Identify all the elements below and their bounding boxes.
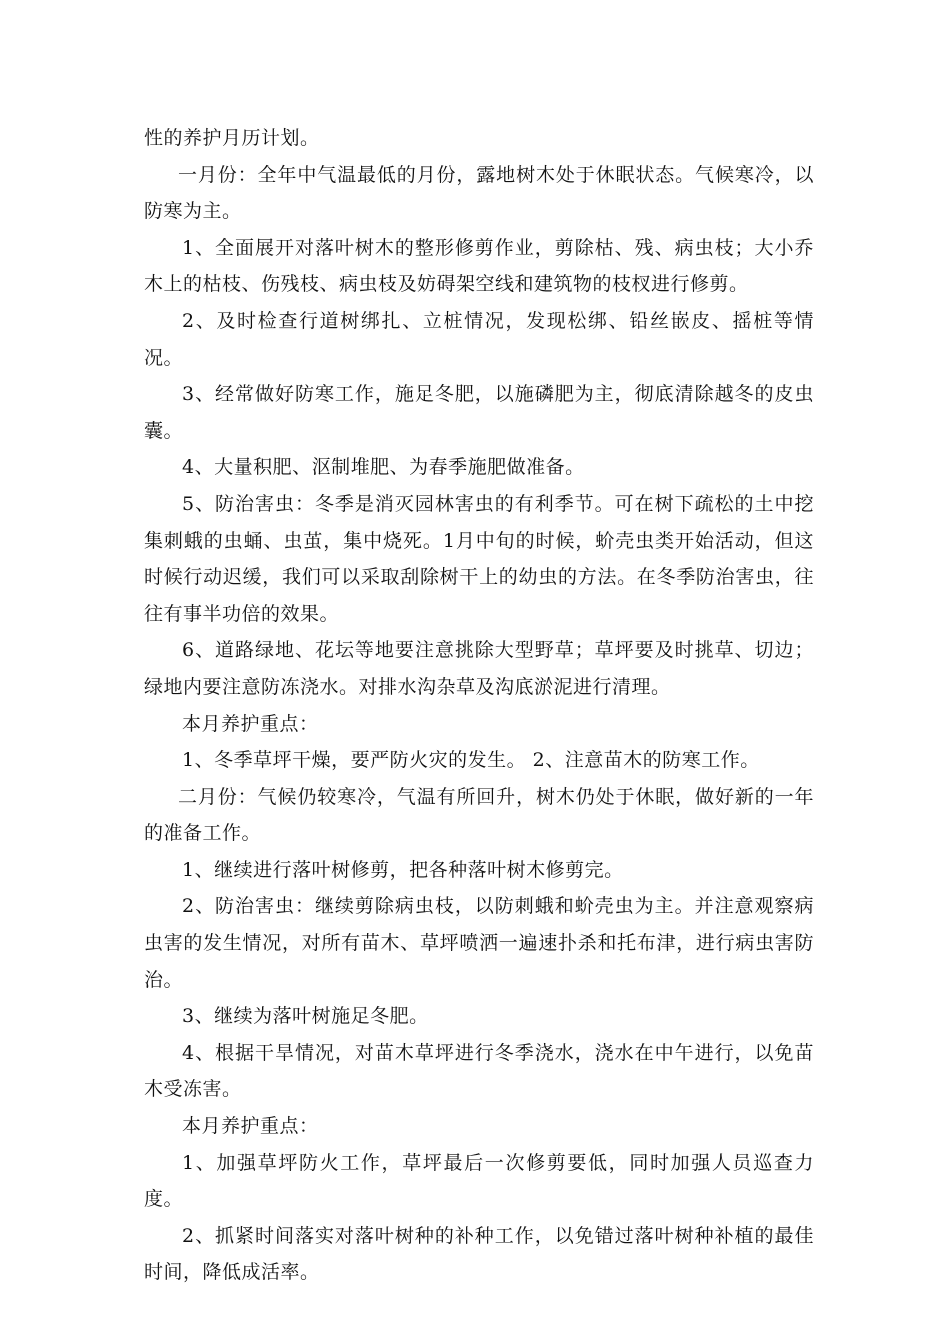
section-heading: 本月养护重点： — [182, 712, 319, 735]
paragraph: 1、全面展开对落叶树木的整形修剪作业，剪除枯、残、病虫枝；大小乔木上的枯枝、伤残枝、病虫枝及妨碍架空线和建筑物的枝杈进行修剪。 — [144, 236, 814, 296]
paragraph: 二月份：气候仍较寒冷，气温有所回升，树木仍处于休眠，做好新的一年的准备工作。 — [144, 785, 814, 845]
paragraph: 4、根据干旱情况，对苗木草坪进行冬季浇水，浇水在中午进行，以免苗木受冻害。 — [144, 1041, 814, 1101]
paragraph: 1、加强草坪防火工作，草坪最后一次修剪要低，同时加强人员巡查力度。 — [144, 1151, 814, 1211]
paragraph: 2、及时检查行道树绑扎、立桩情况，发现松绑、铅丝嵌皮、摇桩等情况。 — [144, 309, 814, 369]
paragraph: 1、冬季草坪干燥，要严防火灾的发生。 2、注意苗木的防寒工作。 — [182, 749, 760, 772]
paragraph: 2、抓紧时间落实对落叶树种的补种工作，以免错过落叶树种补植的最佳时间，降低成活率。 — [144, 1224, 814, 1284]
document-body — [144, 120, 814, 1291]
paragraph: 一月份：全年中气温最低的月份，露地树木处于休眠状态。气候寒冷，以防寒为主。 — [144, 163, 814, 223]
paragraph: 6、道路绿地、花坛等地要注意挑除大型野草；草坪要及时挑草、切边；绿地内要注意防冻浇水。对排水沟杂草及沟底淤泥进行清理。 — [144, 639, 814, 698]
paragraph: 3、继续为落叶树施足冬肥。 — [182, 1005, 429, 1028]
paragraph: 4、大量积肥、沤制堆肥、为春季施肥做准备。 — [182, 456, 585, 479]
section-heading: 本月养护重点： — [182, 1115, 319, 1138]
paragraph: 性的养护月历计划。 — [144, 127, 320, 149]
paragraph: 2、防治害虫：继续剪除病虫枝，以防刺蛾和蚧壳虫为主。并注意观察病虫害的发生情况，对所有苗木、草坪喷洒一遍速扑杀和托布津，进行病虫害防治。 — [144, 895, 814, 991]
paragraph: 3、经常做好防寒工作，施足冬肥，以施磷肥为主，彻底清除越冬的皮虫囊。 — [144, 383, 814, 442]
paragraph: 5、防治害虫：冬季是消灭园林害虫的有利季节。可在树下疏松的土中挖集刺蛾的虫蛹、虫茧，集中烧死。1月中旬的时候，蚧壳虫类开始活动，但这时候行动迟缓，我们可以采取刮除树干上的幼虫的方法。在冬季防治害虫，往往有事半功倍的效果。 — [144, 492, 814, 625]
paragraph: 1、继续进行落叶树修剪，把各种落叶树木修剪完。 — [182, 858, 624, 881]
